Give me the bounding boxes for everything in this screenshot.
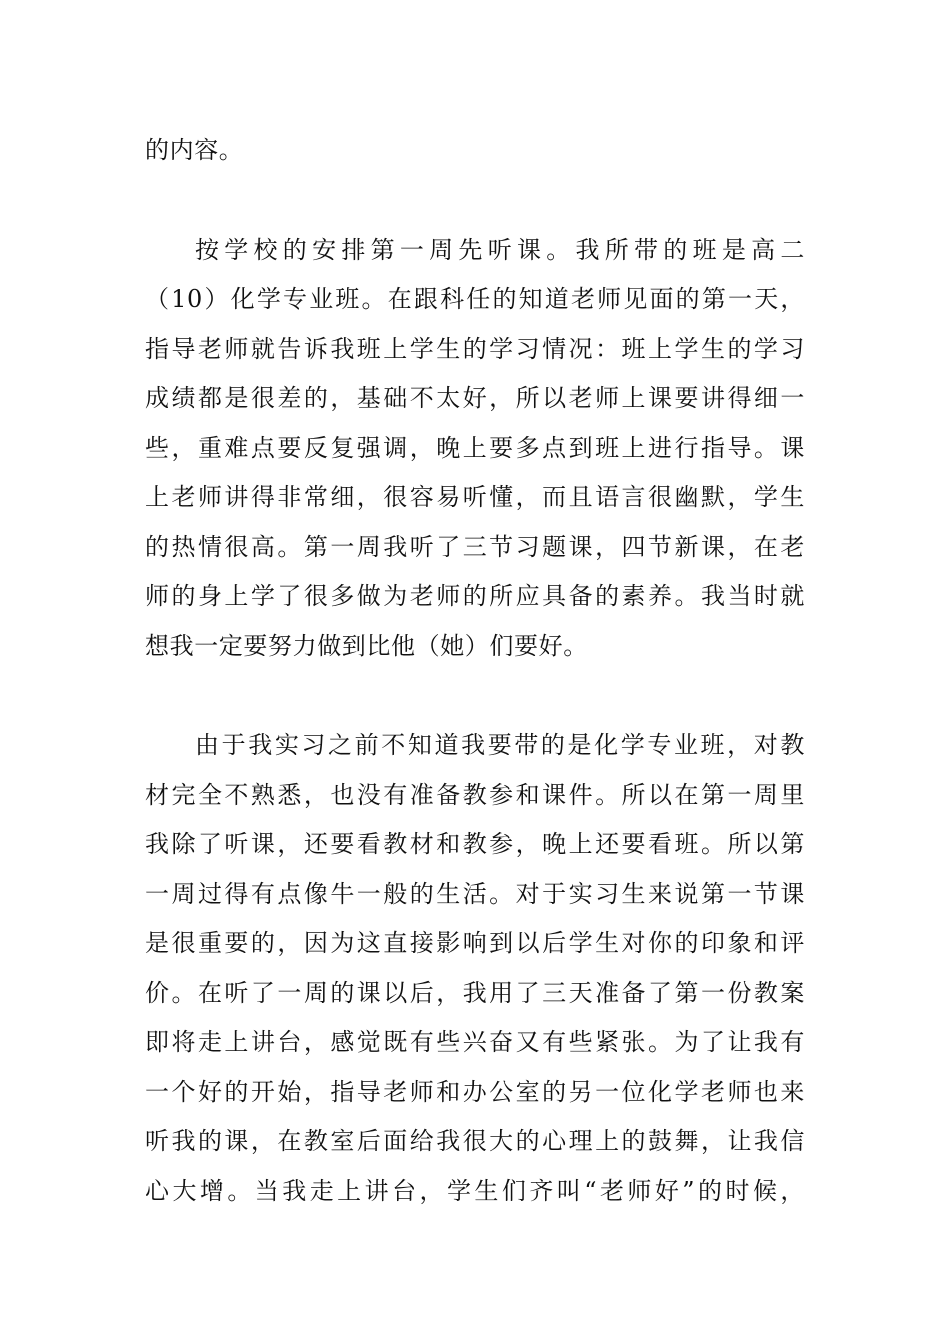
- text-line: 一个好的开始，指导老师和办公室的另一位化学老师也来: [145, 1078, 805, 1106]
- text-line: 些，重难点要反复强调，晚上要多点到班上进行指导。课: [145, 434, 805, 462]
- text-line: 师的身上学了很多做为老师的所应具备的素养。我当时就: [145, 582, 805, 610]
- text-line: 的热情很高。第一周我听了三节习题课，四节新课，在老: [145, 533, 805, 561]
- text-line: 成绩都是很差的，基础不太好，所以老师上课要讲得细一: [145, 384, 805, 412]
- text-line: 听我的课，在教室后面给我很大的心理上的鼓舞，让我信: [145, 1127, 805, 1155]
- text-line: 按学校的安排第一周先听课。我所带的班是高二: [195, 236, 805, 264]
- text-line: 由于我实习之前不知道我要带的是化学专业班，对教: [195, 731, 805, 759]
- text-line: 指导老师就告诉我班上学生的学习情况：班上学生的学习: [145, 335, 805, 363]
- text-line: 即将走上讲台，感觉既有些兴奋又有些紧张。为了让我有: [145, 1028, 805, 1056]
- text-line: 我除了听课，还要看教材和教参，晚上还要看班。所以第: [145, 830, 805, 858]
- text-line: 心大增。当我走上讲台，学生们齐叫“老师好”的时候，: [145, 1177, 805, 1205]
- text-line: 想我一定要努力做到比他（她）们要好。: [145, 632, 588, 660]
- text-line: 材完全不熟悉，也没有准备教参和课件。所以在第一周里: [145, 781, 805, 809]
- text-line: （10）化学专业班。在跟科任的知道老师见面的第一天，: [145, 285, 805, 313]
- text-line: 上老师讲得非常细，很容易听懂，而且语言很幽默，学生: [145, 483, 805, 511]
- text-line: 一周过得有点像牛一般的生活。对于实习生来说第一节课: [145, 880, 805, 908]
- text-line: 价。在听了一周的课以后，我用了三天准备了第一份教案: [145, 979, 805, 1007]
- text-line: 是很重要的，因为这直接影响到以后学生对你的印象和评: [145, 929, 805, 957]
- text-line: 的内容。: [145, 136, 244, 164]
